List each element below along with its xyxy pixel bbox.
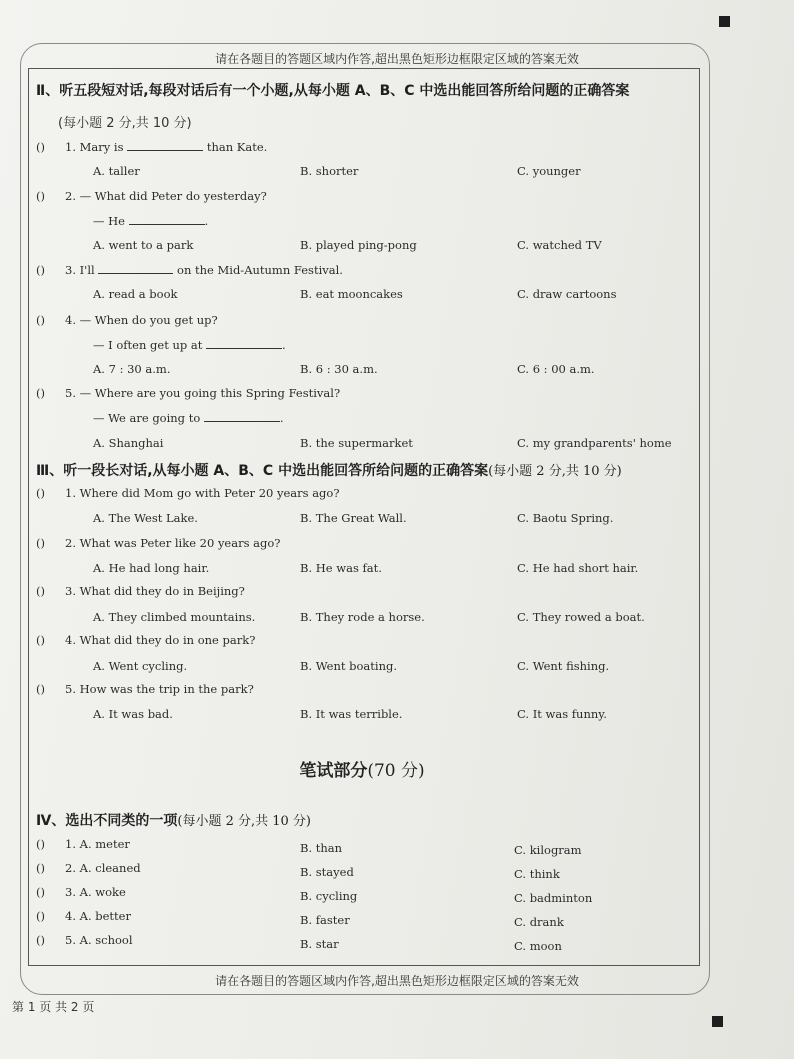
question-number: 5. bbox=[65, 386, 80, 400]
question-number: 3. bbox=[65, 885, 80, 899]
answer-line bbox=[93, 411, 284, 425]
question-row bbox=[36, 536, 280, 550]
answer-paren[interactable]: ( ) bbox=[36, 486, 65, 500]
answer-option: B. stayed bbox=[300, 865, 354, 879]
answer-option: A. read a book bbox=[93, 287, 178, 301]
answer-paren[interactable]: ( ) bbox=[36, 263, 65, 277]
answer-option: A. school bbox=[79, 933, 133, 947]
answer-option: C. It was funny. bbox=[517, 707, 607, 721]
answer-option: B. star bbox=[300, 937, 339, 951]
answer-paren[interactable]: ( ) bbox=[36, 189, 65, 203]
question-number: 2. bbox=[65, 536, 80, 550]
answer-paren[interactable]: ( ) bbox=[36, 933, 65, 947]
question-number: 4. bbox=[65, 909, 80, 923]
answer-line bbox=[93, 214, 208, 228]
answer-option: C. my grandparents' home bbox=[517, 436, 672, 450]
fill-in-blank[interactable] bbox=[129, 214, 205, 225]
answer-paren[interactable]: ( ) bbox=[36, 140, 65, 154]
question-text: — Where are you going this Spring Festival? bbox=[79, 386, 341, 400]
answer-option: A. meter bbox=[79, 837, 130, 851]
answer-line-text: . bbox=[279, 411, 284, 425]
answer-paren[interactable]: ( ) bbox=[36, 633, 65, 647]
answer-line-text: — I often get up at bbox=[93, 338, 207, 352]
section2-points: (每小题 2 分,共 10 分) bbox=[58, 116, 192, 131]
question-row bbox=[36, 263, 343, 277]
question-row bbox=[36, 313, 218, 327]
answer-line-text: — He bbox=[93, 214, 129, 228]
answer-option: A. taller bbox=[93, 164, 140, 178]
question-text: What did they do in one park? bbox=[79, 633, 256, 647]
question-row bbox=[36, 682, 254, 696]
answer-option: C. badminton bbox=[514, 891, 593, 905]
answer-paren[interactable]: ( ) bbox=[36, 885, 65, 899]
answer-option: C. younger bbox=[517, 164, 581, 178]
answer-option: A. better bbox=[79, 909, 131, 923]
question-text: What did they do in Beijing? bbox=[79, 584, 245, 598]
answer-option: B. He was fat. bbox=[300, 561, 382, 575]
answer-option: C. drank bbox=[514, 915, 564, 929]
question-number: 2. bbox=[65, 861, 80, 875]
question-number: 3. bbox=[65, 584, 80, 598]
answer-line-text: . bbox=[204, 214, 209, 228]
answer-option: B. They rode a horse. bbox=[300, 610, 425, 624]
answer-option: C. draw cartoons bbox=[517, 287, 617, 301]
question-text: I'll bbox=[79, 263, 99, 277]
question-row bbox=[36, 584, 245, 598]
header-note: 请在各题目的答题区域内作答,超出黑色矩形边框限定区域的答案无效 bbox=[215, 52, 579, 66]
question-row bbox=[36, 837, 130, 851]
question-number: 5. bbox=[65, 933, 80, 947]
footer-note: 请在各题目的答题区域内作答,超出黑色矩形边框限定区域的答案无效 bbox=[215, 974, 579, 988]
question-row bbox=[36, 633, 255, 647]
fill-in-blank[interactable] bbox=[204, 411, 280, 422]
question-number: 1. bbox=[65, 486, 80, 500]
answer-paren[interactable]: ( ) bbox=[36, 536, 65, 550]
answer-option: A. The West Lake. bbox=[93, 511, 198, 525]
question-number: 1. bbox=[65, 837, 80, 851]
answer-option: A. They climbed mountains. bbox=[93, 610, 256, 624]
answer-option: C. watched TV bbox=[517, 238, 602, 252]
answer-option: C. He had short hair. bbox=[517, 561, 639, 575]
question-text: What was Peter like 20 years ago? bbox=[79, 536, 281, 550]
page-number: 第 1 页 共 2 页 bbox=[12, 1000, 95, 1014]
question-text: How was the trip in the park? bbox=[79, 682, 254, 696]
answer-option: C. Went fishing. bbox=[517, 659, 610, 673]
answer-paren[interactable]: ( ) bbox=[36, 386, 65, 400]
answer-option: C. kilogram bbox=[514, 843, 582, 857]
registration-mark-top-right bbox=[719, 16, 730, 27]
question-text: than Kate. bbox=[203, 140, 268, 154]
question-row bbox=[36, 386, 340, 400]
question-row bbox=[36, 861, 141, 875]
section3-title: Ⅲ、听一段长对话,从每小题 A、B、C 中选出能回答所给问题的正确答案(每小题 2 分,共 10 分) bbox=[36, 463, 622, 479]
question-text: on the Mid-Autumn Festival. bbox=[173, 263, 343, 277]
answer-option: C. think bbox=[514, 867, 560, 881]
answer-option: B. The Great Wall. bbox=[300, 511, 407, 525]
fill-in-blank[interactable] bbox=[127, 140, 203, 151]
answer-option: C. Baotu Spring. bbox=[517, 511, 614, 525]
answer-option: B. It was terrible. bbox=[300, 707, 403, 721]
answer-option: C. 6 : 00 a.m. bbox=[517, 362, 595, 376]
answer-option: C. moon bbox=[514, 939, 562, 953]
answer-option: B. played ping-pong bbox=[300, 238, 417, 252]
answer-option: B. than bbox=[300, 841, 343, 855]
question-text: — When do you get up? bbox=[79, 313, 218, 327]
answer-option: B. faster bbox=[300, 913, 350, 927]
answer-option: A. Shanghai bbox=[93, 436, 164, 450]
question-row bbox=[36, 885, 126, 899]
question-text: Where did Mom go with Peter 20 years ago? bbox=[79, 486, 340, 500]
answer-option: B. eat mooncakes bbox=[300, 287, 403, 301]
answer-paren[interactable]: ( ) bbox=[36, 909, 65, 923]
question-number: 2. bbox=[65, 189, 80, 203]
answer-option: A. 7 : 30 a.m. bbox=[93, 362, 171, 376]
answer-option: B. shorter bbox=[300, 164, 359, 178]
answer-option: B. cycling bbox=[300, 889, 358, 903]
answer-paren[interactable]: ( ) bbox=[36, 682, 65, 696]
answer-option: C. They rowed a boat. bbox=[517, 610, 645, 624]
answer-option: A. cleaned bbox=[79, 861, 141, 875]
question-number: 5. bbox=[65, 682, 80, 696]
question-text: Mary is bbox=[79, 140, 128, 154]
answer-option: A. went to a park bbox=[93, 238, 194, 252]
question-row bbox=[36, 486, 340, 500]
registration-mark-bottom-right bbox=[712, 1016, 723, 1027]
question-text: — What did Peter do yesterday? bbox=[79, 189, 267, 203]
question-number: 4. bbox=[65, 633, 80, 647]
question-row bbox=[36, 933, 133, 947]
answer-line-text: — We are going to bbox=[93, 411, 204, 425]
answer-paren[interactable]: ( ) bbox=[36, 837, 65, 851]
answer-paren[interactable]: ( ) bbox=[36, 861, 65, 875]
answer-paren[interactable]: ( ) bbox=[36, 584, 65, 598]
section4-title: Ⅳ、选出不同类的一项(每小题 2 分,共 10 分) bbox=[36, 813, 312, 829]
question-number: 1. bbox=[65, 140, 80, 154]
answer-paren[interactable]: ( ) bbox=[36, 313, 65, 327]
answer-option: B. Went boating. bbox=[300, 659, 397, 673]
answer-option: B. the supermarket bbox=[300, 436, 413, 450]
answer-option: A. Went cycling. bbox=[93, 659, 188, 673]
answer-option: B. 6 : 30 a.m. bbox=[300, 362, 378, 376]
question-number: 4. bbox=[65, 313, 80, 327]
question-row bbox=[36, 909, 131, 923]
section2-title: Ⅱ、听五段短对话,每段对话后有一个小题,从每小题 A、B、C 中选出能回答所给问题的正确答案 bbox=[36, 83, 630, 99]
answer-option: A. It was bad. bbox=[93, 707, 173, 721]
question-number: 3. bbox=[65, 263, 80, 277]
question-row bbox=[36, 140, 267, 154]
fill-in-blank[interactable] bbox=[206, 338, 282, 349]
fill-in-blank[interactable] bbox=[98, 263, 173, 274]
question-row bbox=[36, 189, 267, 203]
written-part-title: 笔试部分(70 分) bbox=[299, 761, 425, 781]
answer-option: A. He had long hair. bbox=[93, 561, 210, 575]
answer-option: A. woke bbox=[79, 885, 126, 899]
answer-line-text: . bbox=[282, 338, 286, 352]
answer-line bbox=[93, 338, 286, 352]
